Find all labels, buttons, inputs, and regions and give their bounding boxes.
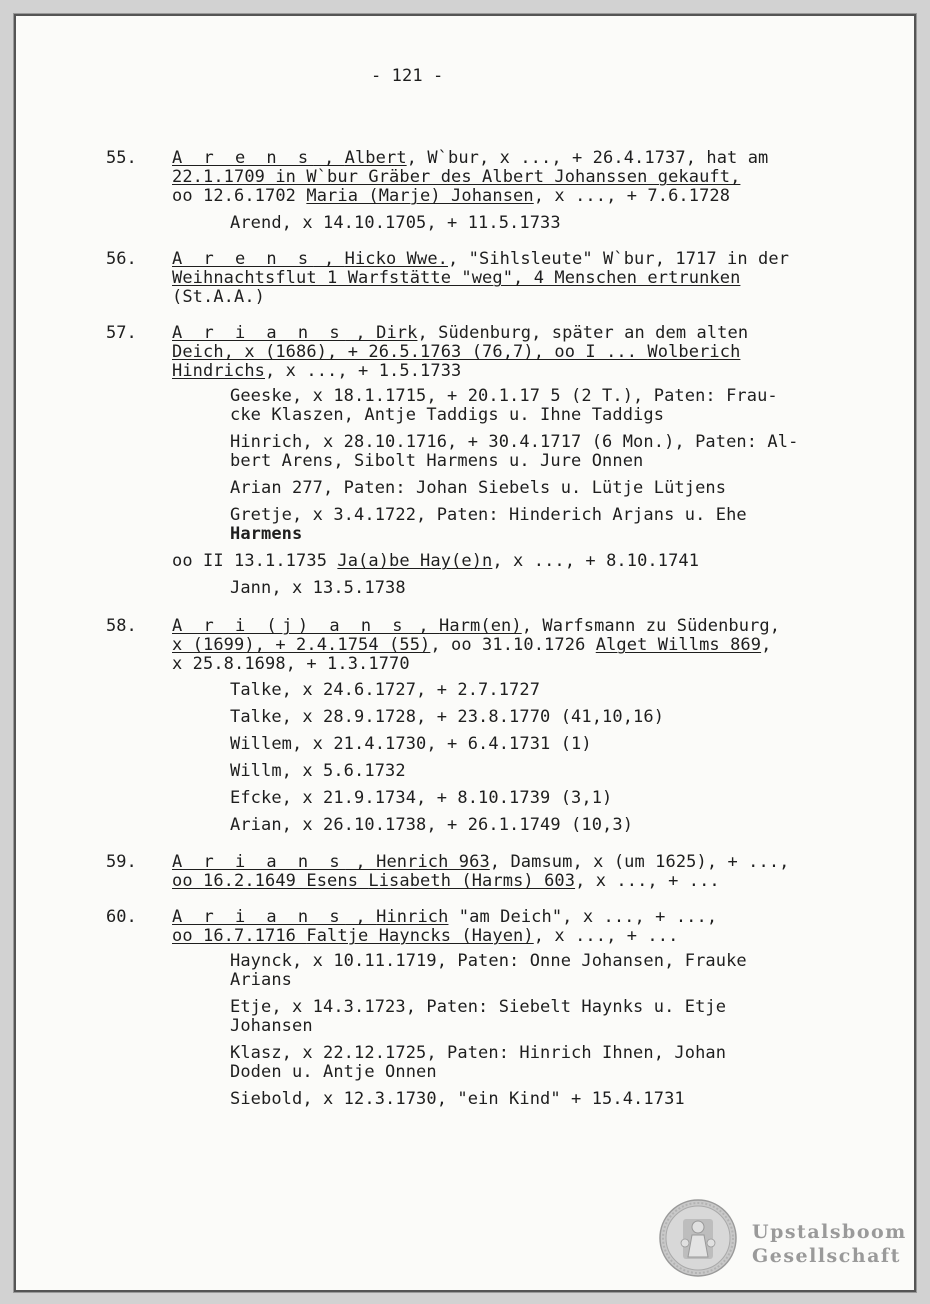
spouse-name: Hindrichs xyxy=(172,361,266,381)
child-line: Johansen xyxy=(230,1016,313,1036)
given-name: Hicko Wwe. xyxy=(344,249,448,269)
child-line: Jann, x 13.5.1738 xyxy=(230,578,406,598)
entry-text: , Warfsmann zu Südenburg, xyxy=(521,616,781,636)
entry-line: x 25.8.1698, + 1.3.1770 xyxy=(172,654,410,674)
entry-number: 57. xyxy=(106,323,137,343)
given-name: Harm(en) xyxy=(439,616,522,636)
surname: A r e n s xyxy=(172,249,314,269)
entry-number: 55. xyxy=(106,148,137,168)
child-line: Hinrich, x 28.10.1716, + 30.4.1717 (6 Mon.), Paten: Al- xyxy=(230,432,799,452)
entry-text: oo 16.2.1649 Esens xyxy=(172,871,369,891)
child-line: Willm, x 5.6.1732 xyxy=(230,761,406,781)
entry-line xyxy=(172,926,678,946)
entry-text: oo II 13.1.1735 xyxy=(172,551,338,571)
child-line: cke Klaszen, Antje Taddigs u. Ihne Taddigs xyxy=(230,405,665,425)
entry-text: "am Deich", x ..., + ..., xyxy=(448,907,718,927)
entry-text: oo 16.7.1716 xyxy=(172,926,307,946)
entry-text: 22.1.1709 in W`bur Gräber des Albert Johanssen gekauft, xyxy=(172,167,741,187)
child-line: bert Arens, Sibolt Harmens u. Jure Onnen xyxy=(230,451,644,471)
entry-number: 58. xyxy=(106,616,137,636)
given-name: Hinrich xyxy=(376,907,449,927)
entry-text: , x ..., + 7.6.1728 xyxy=(533,186,731,206)
surname: A r i a n s xyxy=(172,907,346,927)
given-name: Henrich 963 xyxy=(376,852,490,872)
spouse-name: Ja(a)be Hay(e)n xyxy=(337,551,493,571)
child-line: Etje, x 14.3.1723, Paten: Siebelt Haynks u. Etje xyxy=(230,997,727,1017)
child-line: Arians xyxy=(230,970,293,990)
entry-line xyxy=(172,186,730,206)
entry-number: 59. xyxy=(106,852,137,872)
entry-text: , x ..., + ... xyxy=(533,926,679,946)
child-line: Efcke, x 21.9.1734, + 8.10.1739 (3,1) xyxy=(230,788,613,808)
society-name-line1: Upstalsboom xyxy=(752,1221,907,1243)
child-line: Talke, x 24.6.1727, + 2.7.1727 xyxy=(230,680,541,700)
child-line: Siebold, x 12.3.1730, "ein Kind" + 15.4.1731 xyxy=(230,1089,685,1109)
child-line: Geeske, x 18.1.1715, + 20.1.17 5 (2 T.), Paten: Frau- xyxy=(230,386,778,406)
surname: A r i a n s xyxy=(172,852,346,872)
entry-text: , x ..., + ... xyxy=(575,871,720,891)
entry-text: , x ..., + 1.5.1733 xyxy=(265,361,462,381)
spouse-name: Lisabeth (Harms) 603 xyxy=(368,871,576,891)
surname: A r i (j) a n s xyxy=(172,616,409,636)
entry-number: 56. xyxy=(106,249,137,269)
document-page xyxy=(14,14,916,1292)
entry-text: Weihnachtsflut 1 Warfstätte "weg", 4 Menschen ertrunken xyxy=(172,268,741,288)
surname: A r e n s xyxy=(172,148,314,168)
child-line: Willem, x 21.4.1730, + 6.4.1731 (1) xyxy=(230,734,592,754)
entry-line: A r i a n s , Hinrich "am Deich", x ..., + ..., xyxy=(172,907,718,927)
entry-line xyxy=(172,342,740,362)
entry-text: Deich, x (1686), + 26.5.1763 (76,7), oo I ... xyxy=(172,342,648,362)
society-name-line2: Gesellschaft xyxy=(752,1245,901,1267)
child-line: Doden u. Antje Onnen xyxy=(230,1062,437,1082)
entry-line xyxy=(172,167,740,187)
entry-text: , x ..., + 8.10.1741 xyxy=(492,551,700,571)
entry-line xyxy=(172,361,461,381)
entry-text: , oo 31.10.1726 xyxy=(430,635,596,655)
spouse-name: Maria (Marje) Johansen xyxy=(306,186,534,206)
entry-line: A r e n s , Albert, W`bur, x ..., + 26.4.1737, hat am xyxy=(172,148,769,168)
entry-text: , Südenburg, später an dem alten xyxy=(417,323,749,343)
entry-line xyxy=(172,551,699,571)
spouse-name: Alget Willms 869 xyxy=(595,635,762,655)
entry-number: 60. xyxy=(106,907,137,927)
entry-text: , "Sihlsleute" W`bur, 1717 in der xyxy=(448,249,790,269)
entry-text: , Damsum, x (um 1625), + ..., xyxy=(489,852,790,872)
entry-line: A r e n s , Hicko Wwe., "Sihlsleute" W`bur, 1717 in der xyxy=(172,249,790,269)
child-line: Arian, x 26.10.1738, + 26.1.1749 (10,3) xyxy=(230,815,634,835)
page-number: - 121 - xyxy=(371,66,444,86)
child-line: Haynck, x 10.11.1719, Paten: Onne Johansen, Frauke xyxy=(230,951,747,971)
child-line: Talke, x 28.9.1728, + 23.8.1770 (41,10,16) xyxy=(230,707,665,727)
entry-text: , W`bur, x ..., + 26.4.1737, hat am xyxy=(406,148,769,168)
child-line: Gretje, x 3.4.1722, Paten: Hinderich Arjans u. Ehe xyxy=(230,505,747,525)
given-name: Dirk xyxy=(376,323,418,343)
entry-line: (St.A.A.) xyxy=(172,287,266,307)
entry-text: oo 12.6.1702 xyxy=(172,186,307,206)
entry-line: A r i (j) a n s , Harm(en), Warfsmann zu Südenburg, xyxy=(172,616,781,636)
entry-line xyxy=(172,635,771,655)
entry-line xyxy=(172,871,720,891)
seal-icon xyxy=(659,1199,737,1277)
entry-text: , xyxy=(761,635,772,655)
child-line: Arend, x 14.10.1705, + 11.5.1733 xyxy=(230,213,561,233)
child-line: Harmens xyxy=(230,524,303,544)
spouse-name: Faltje Hayncks (Hayen) xyxy=(306,926,534,946)
entry-line: A r i a n s , Henrich 963, Damsum, x (um 1625), + ..., xyxy=(172,852,790,872)
entry-line xyxy=(172,268,740,288)
given-name: Albert xyxy=(344,148,407,168)
child-line: Arian 277, Paten: Johan Siebels u. Lütje Lütjens xyxy=(230,478,727,498)
spouse-name: Wolberich xyxy=(647,342,741,362)
society-logo-text xyxy=(752,1220,907,1268)
child-line: Klasz, x 22.12.1725, Paten: Hinrich Ihnen, Johan xyxy=(230,1043,727,1063)
entry-text: x (1699), + 2.4.1754 (55) xyxy=(172,635,431,655)
entry-line: A r i a n s , Dirk, Südenburg, später an dem alten xyxy=(172,323,749,343)
surname: A r i a n s xyxy=(172,323,346,343)
